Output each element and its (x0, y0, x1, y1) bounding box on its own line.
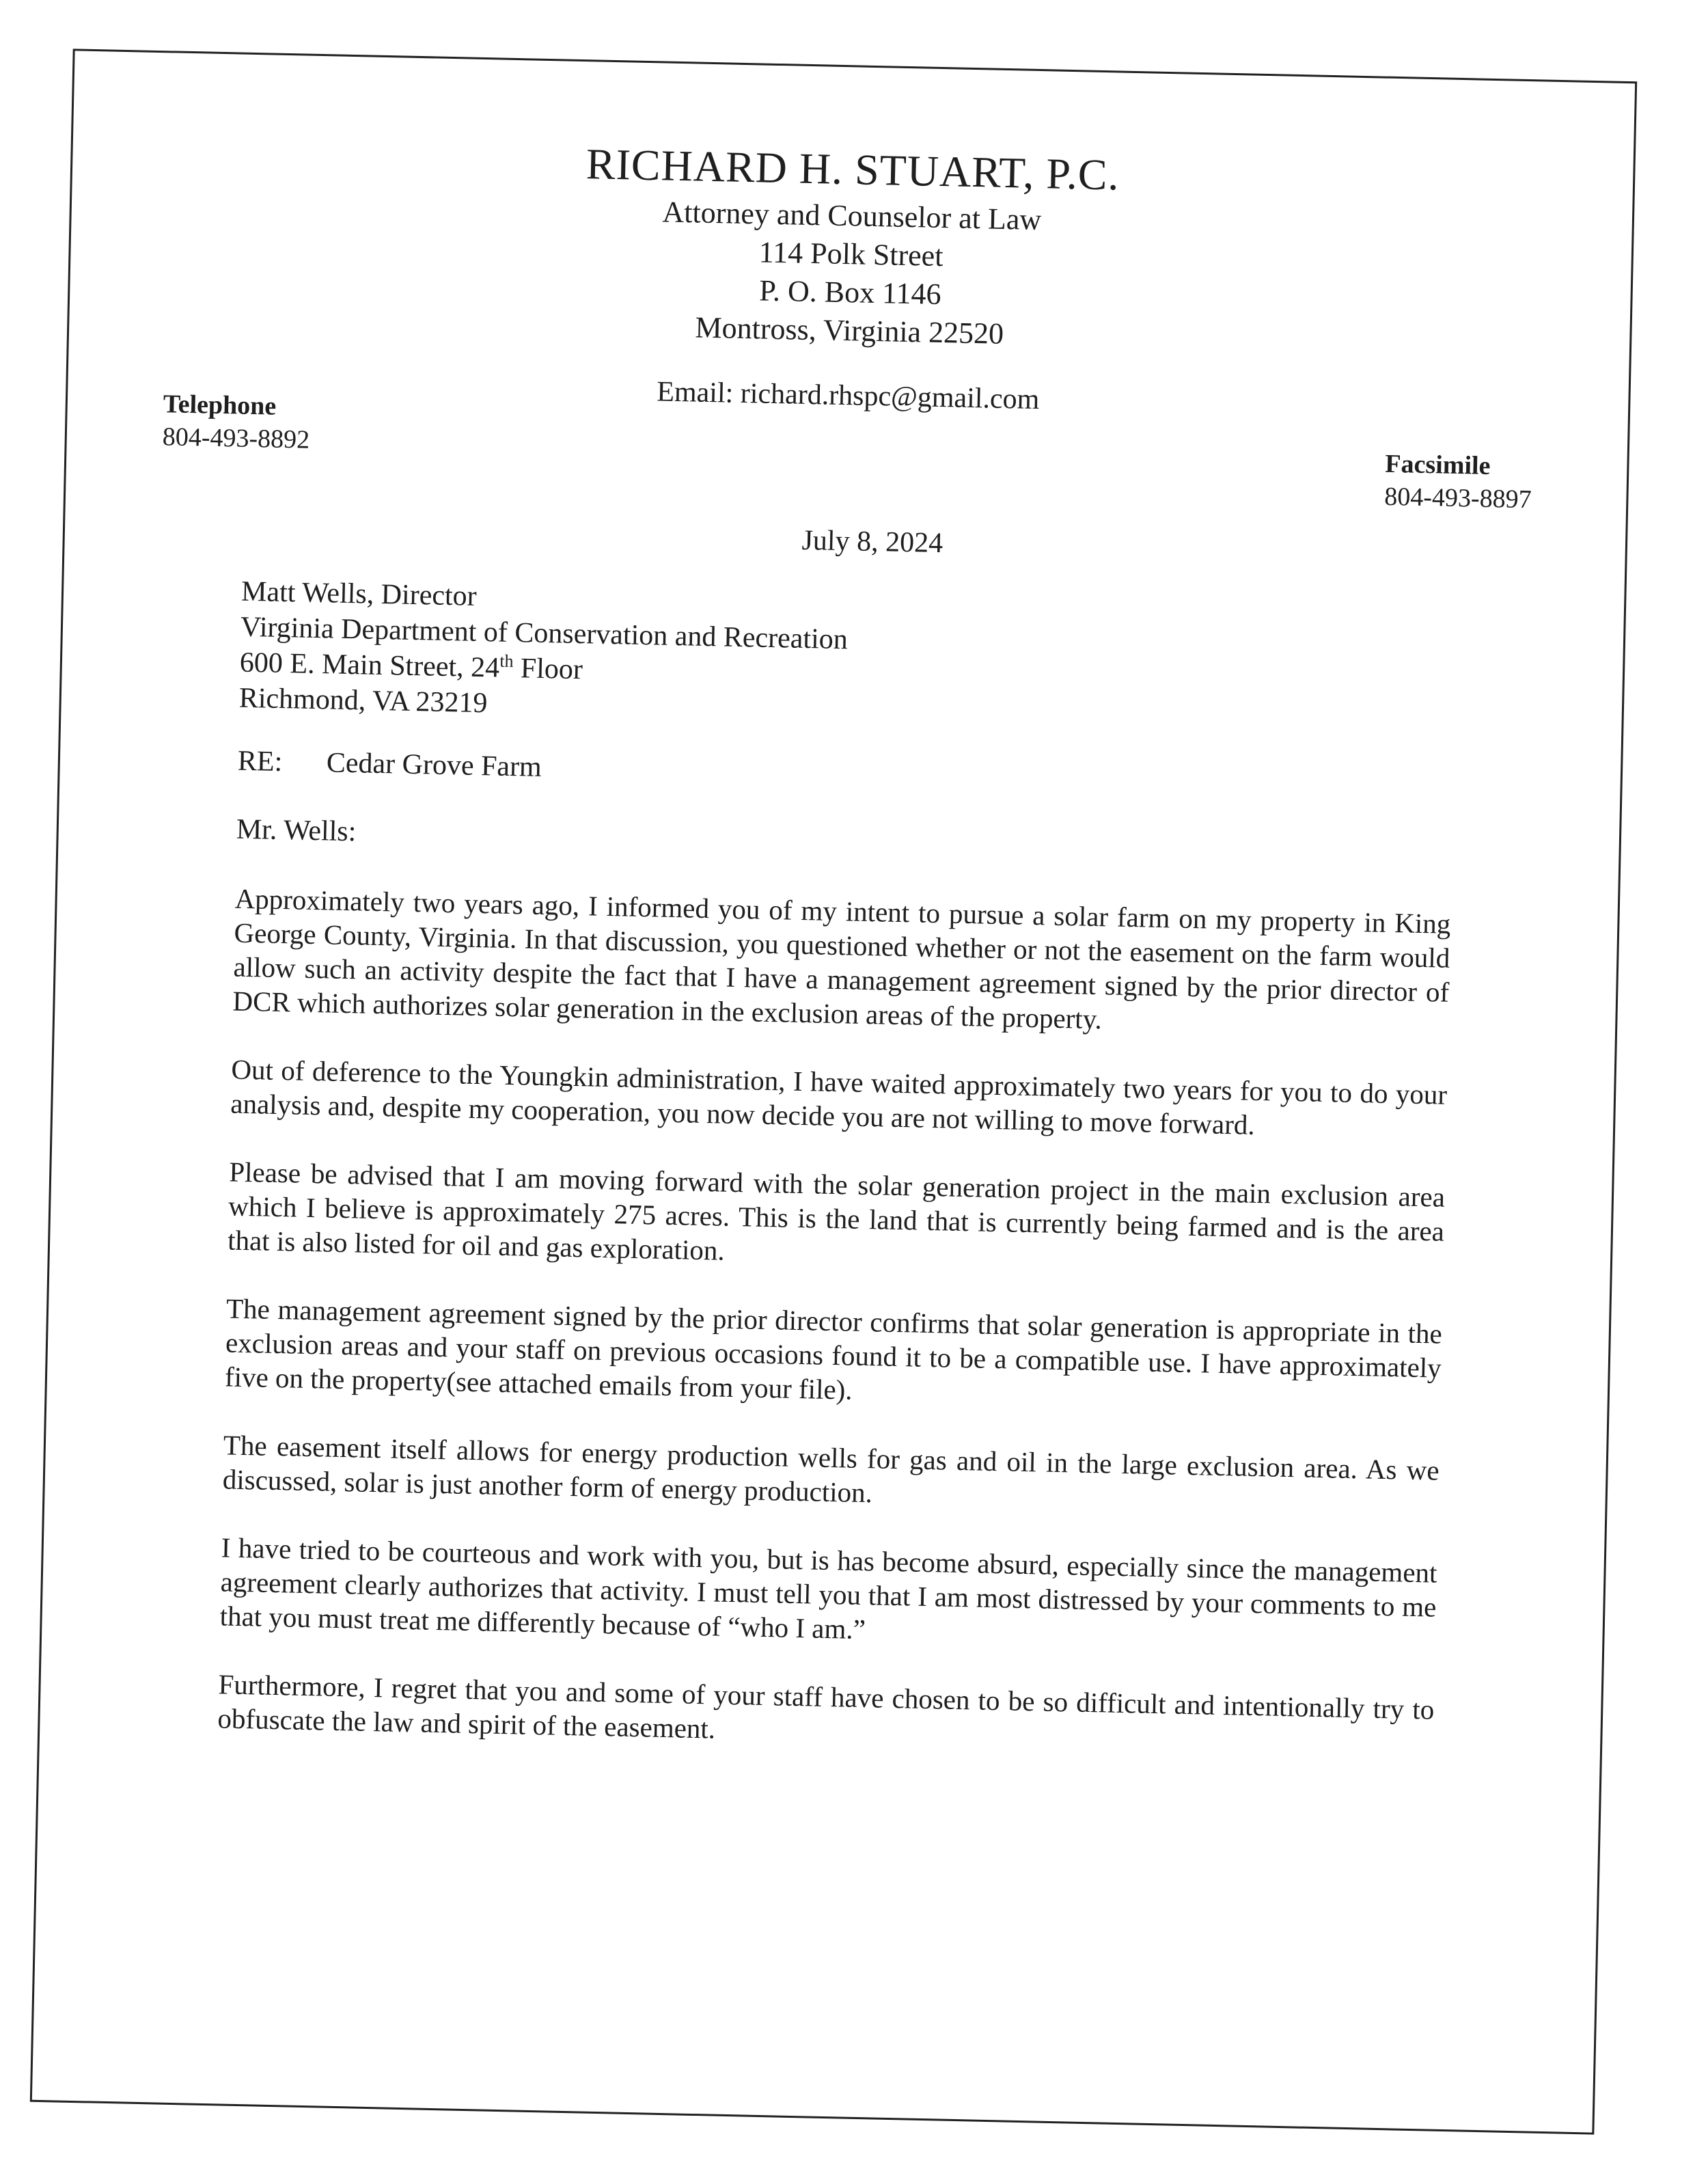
recipient-address (238, 574, 849, 729)
recipient-city: Richmond, VA 23219 (238, 682, 488, 720)
firm-name: RICHARD H. STUART, P.C. (586, 139, 1120, 200)
firm-subtitle: Attorney and Counselor at Law (662, 195, 1042, 237)
facsimile-number: 804-493-8897 (1383, 482, 1532, 515)
body-paragraph: Please be advised that I am moving forward with the solar generation project in the main exclusion area which I believe is approximately 275 acres. This is the land that is currently being farmed and is the area that is also listed for oil and gas exploration. (227, 1156, 1446, 1266)
recipient-organization: Virginia Department of Conservation and Recreation (240, 611, 849, 656)
letter-body (217, 882, 1451, 1795)
body-paragraph: Furthermore, I regret that you and some of your staff have chosen to be so difficult and intentionally try to obfuscate the law and spirit of the easement. (217, 1668, 1435, 1745)
telephone-number: 804-493-8892 (162, 422, 310, 454)
letter-page (30, 49, 1637, 2134)
body-paragraph: I have tried to be courteous and work with you, but is has become absurd, especially since the management agreement clearly authorizes that activity. I must tell you that I am most distressed by your comments to me that you must treat me differently because of “who I am.” (219, 1531, 1437, 1646)
re-label: RE: (237, 745, 283, 778)
telephone-block (162, 387, 310, 456)
firm-city: Montross, Virginia 22520 (695, 310, 1004, 351)
body-paragraph: The easement itself allows for energy production wells for gas and oil in the large exclusion area. As we discussed, solar is just another form of energy production. (222, 1429, 1440, 1509)
body-paragraph: Approximately two years ago, I informed you of my intent to pursue a solar farm on my property in King George County, Virginia. In that discussion, you questioned whether or not the easement on the farm would allow such an activity despite the fact that I have a management agreement signed by the prior director of DCR which authorizes solar generation in the exclusion areas of the property. (232, 882, 1451, 1035)
recipient-street-suffix: Floor (512, 653, 583, 686)
telephone-label: Telephone (163, 390, 277, 421)
salutation: Mr. Wells: (236, 813, 357, 848)
re-line (237, 745, 542, 784)
recipient-street-sup: th (499, 651, 514, 672)
facsimile-block (1384, 448, 1532, 516)
facsimile-label: Facsimile (1384, 449, 1491, 480)
recipient-street-prefix: 600 E. Main Street, 24 (239, 646, 500, 684)
firm-po-box: P. O. Box 1146 (758, 273, 942, 312)
recipient-name: Matt Wells, Director (240, 575, 478, 612)
letter-content (32, 51, 1635, 2132)
firm-street: 114 Polk Street (758, 235, 944, 273)
letterhead (68, 126, 1634, 431)
letter-date: July 8, 2024 (801, 524, 943, 560)
firm-email: Email: richard.rhspc@gmail.com (656, 376, 1040, 416)
body-paragraph: The management agreement signed by the prior director confirms that solar generation is appropriate in the exclusion areas and your staff on previous occasions found it to be a compatible use. I have approximately five on the property(see attached emails from your file). (224, 1292, 1443, 1406)
re-subject: Cedar Grove Farm (326, 747, 542, 783)
body-paragraph: Out of deference to the Youngkin administration, I have waited approximately two years for you to do your analysis and, despite my cooperation, you now decide you are not willing to move forward. (230, 1053, 1448, 1141)
